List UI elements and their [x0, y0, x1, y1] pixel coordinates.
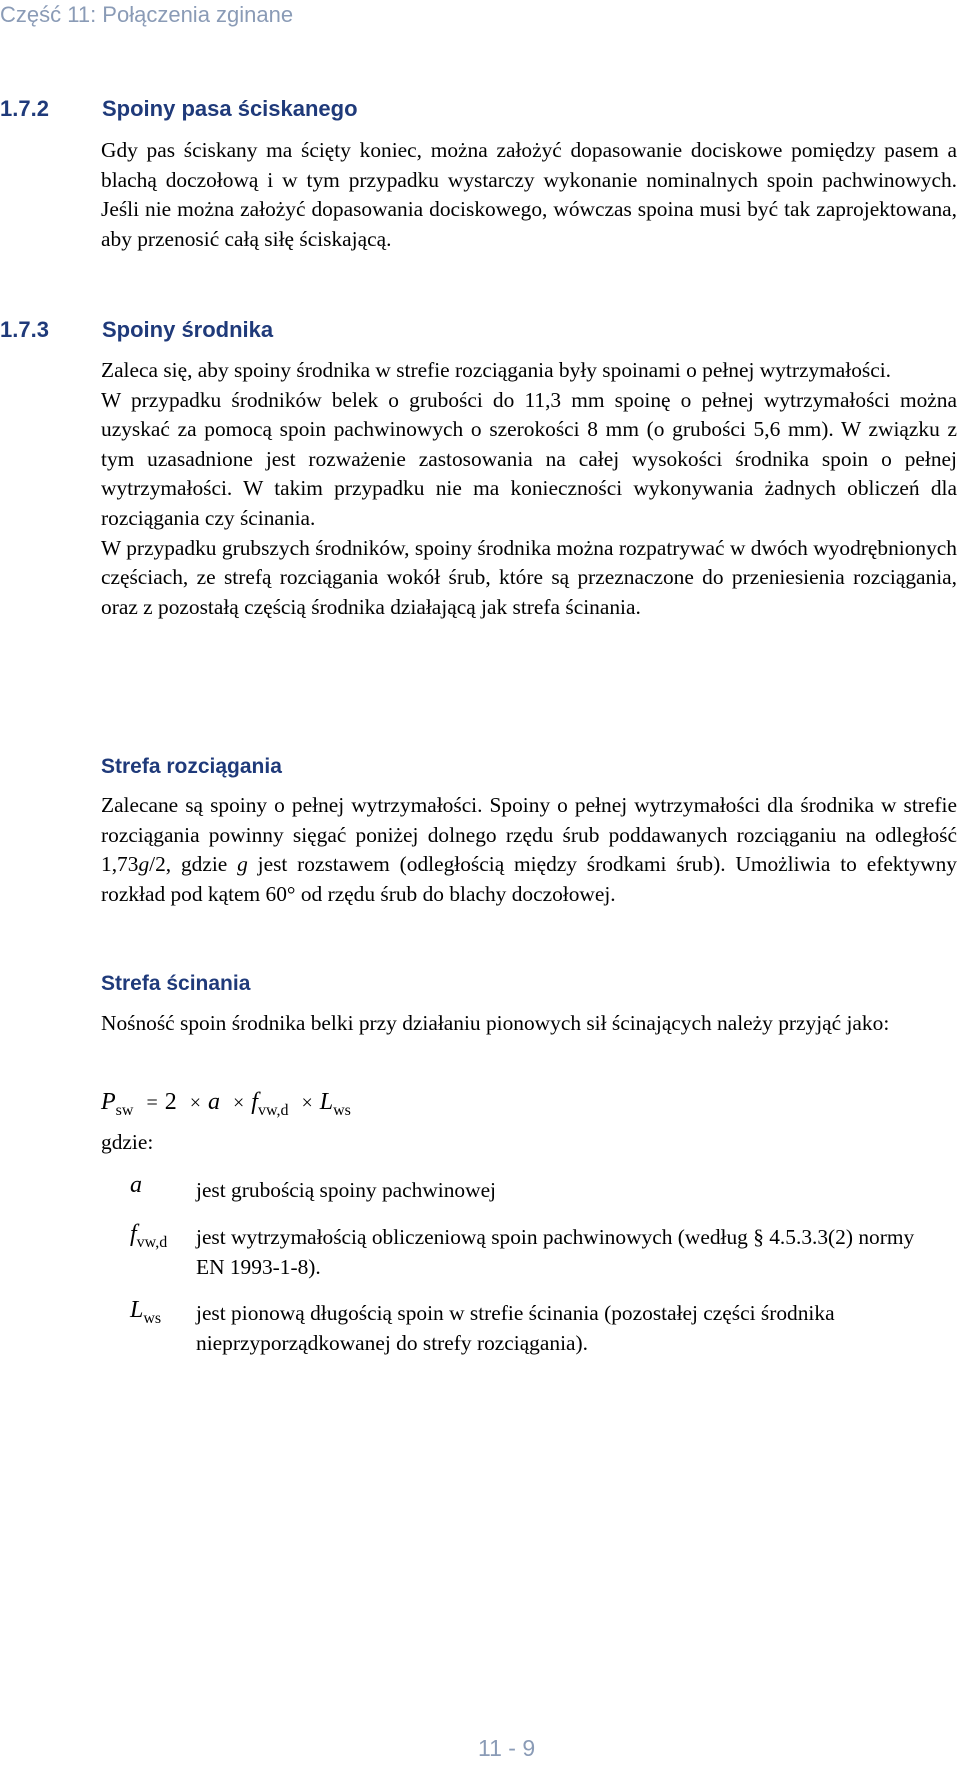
symbol-l: L — [319, 1089, 334, 1115]
subscript: vw,d — [257, 1102, 289, 1119]
times-sign: × — [189, 1092, 202, 1114]
paragraph — [101, 791, 957, 909]
subscript: sw — [115, 1102, 134, 1119]
symbol-p: P — [101, 1089, 116, 1115]
coefficient: 2 — [164, 1089, 177, 1115]
variable-g: g — [237, 852, 248, 877]
definition-text-f: jest wytrzymałością obliczeniową spoin pachwinowych (według § 4.5.3.3(2) normy EN 1993-1-8). — [196, 1225, 915, 1279]
symbol: f — [130, 1221, 137, 1247]
equals-sign: = — [146, 1092, 158, 1114]
subheading-shear-zone: Strefa ścinania — [101, 972, 251, 995]
section-number: 1.7.2 — [0, 96, 49, 121]
definition-symbol-l — [130, 1297, 161, 1328]
definition-text-l: jest pionową długością spoin w strefie ścinania (pozostałej części środnika nieprzyporządkowanej do strefy rozciągania). — [196, 1301, 835, 1355]
section-body-1-7-3 — [101, 356, 957, 622]
paragraph: Nośność spoin środnika belki przy działaniu pionowych sił ścinających należy przyjąć jako: — [101, 1011, 890, 1035]
paragraph: Gdy pas ściskany ma ścięty koniec, można założyć dopasowanie dociskowe pomiędzy pasem a blachą doczołową i w tym przypadku wystarczy wykonanie nominalnych spoin pachwinowych. Jeśli nie można założyć dopasowania dociskowego, wówczas spoina musi być tak zaprojektowana, aby przenosić całą siłę ściskającą. — [101, 138, 957, 251]
page-number: 11 - 9 — [478, 1735, 536, 1761]
section-body-1-7-2 — [101, 136, 957, 254]
section-title: Spoiny środnika — [102, 317, 274, 342]
subscript: ws — [333, 1102, 351, 1119]
subscript: vw,d — [136, 1234, 168, 1251]
section-title: Spoiny pasa ściskanego — [102, 96, 358, 121]
shear-zone-intro — [101, 1009, 957, 1039]
definition-symbol-f — [130, 1221, 167, 1252]
symbol: L — [130, 1297, 144, 1323]
where-label: gdzie: — [101, 1130, 154, 1154]
paragraph: W przypadku grubszych środników, spoiny środnika można rozpatrywać w dwóch wyodrębnionych częściach, ze strefą rozciągania wokół śrub, które są przeznaczone do przeniesienia rozciągania, oraz z pozostałą częścią środnika działającą jak strefa ścinania. — [101, 535, 957, 619]
paragraph: W przypadku środników belek o grubości do 11,3 mm spoinę o pełnej wytrzymałości można uzyskać za pomocą spoin pachwinowych o szerokości 8 mm (o grubości 5,6 mm). W związku z tym uzasadnione jest rozważenie zastosowania na całej wysokości środnika spoin o pełnej wytrzymałości. W takim przypadku nie ma konieczności wykonywania żadnych obliczeń dla rozciągania czy ścinania. — [101, 387, 957, 530]
variable-g: g — [138, 852, 150, 877]
subheading-tension-zone: Strefa rozciągania — [101, 755, 282, 778]
shear-resistance-formula — [101, 1089, 351, 1120]
times-sign: × — [233, 1092, 245, 1114]
paragraph: Zaleca się, aby spoiny środnika w strefie rozciągania były spoinami o pełnej wytrzymałości. — [101, 358, 892, 382]
tension-zone-body — [101, 791, 957, 909]
text-run: Zalecane są spoiny o pełnej wytrzymałości. Spoiny o pełnej wytrzymałości dla środnika w strefie rozciągania powinny sięgać poniżej dolnego rzędu śrub poddawanych rozciąganiu na odległość 1,73 — [101, 793, 957, 877]
section-heading-1-7-3 — [0, 317, 273, 343]
section-number: 1.7.3 — [0, 317, 49, 342]
subscript: ws — [143, 1310, 162, 1327]
text-run: /2, gdzie — [149, 852, 238, 877]
symbol: a — [130, 1172, 142, 1198]
section-heading-1-7-2 — [0, 96, 358, 122]
definition-symbol-a — [130, 1172, 142, 1199]
times-sign: × — [301, 1092, 313, 1114]
running-header: Część 11: Połączenia zginane — [0, 2, 294, 27]
text-run: jest rozstawem (odległością między środkami śrub). Umożliwia to efektywny rozkład pod kątem 60° od rzędu śrub do blachy doczołowej. — [101, 852, 957, 906]
symbol-a: a — [208, 1089, 221, 1115]
definition-text-a: jest grubością spoiny pachwinowej — [196, 1178, 497, 1202]
symbol-f: f — [251, 1089, 258, 1115]
